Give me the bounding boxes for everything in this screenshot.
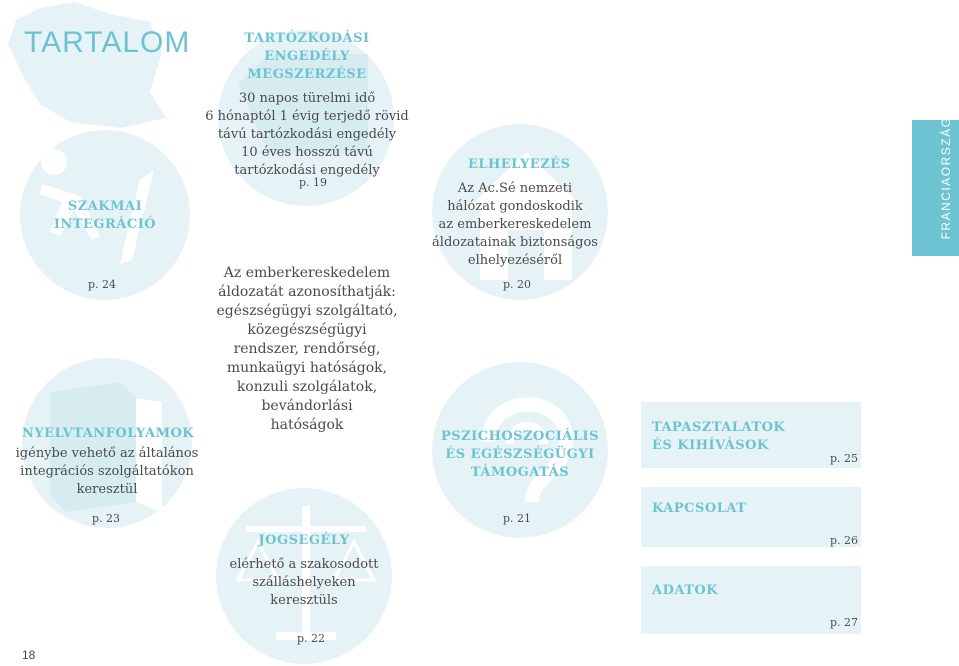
legal-heading: JOGSEGÉLY (258, 533, 350, 548)
data-box[interactable] (641, 566, 861, 634)
legal-body: elérhető a szakosodott szálláshelyeken keresztüls (229, 557, 379, 608)
language-body: igénybe vehető az általános integrációs szolgáltatókon keresztül (15, 446, 199, 497)
data-heading: ADATOK (652, 583, 719, 598)
experiences-heading: TAPASZTALATOK ÉS KIHÍVÁSOK (652, 420, 786, 453)
placement-page-ref[interactable]: p. 20 (503, 278, 532, 291)
country-tab-label: FRANCIAORSZÁG (938, 116, 953, 240)
residence-body: 30 napos türelmi idő 6 hónaptól 1 évig terjedő rövid távú tartózkodási engedély 10 éves hosszú távú tartózkodási engedély (205, 91, 409, 178)
integration-page-ref[interactable]: p. 24 (88, 278, 117, 291)
page-title: TARTALOM (24, 26, 191, 59)
psychosocial-page-ref[interactable]: p. 21 (503, 512, 532, 525)
data-page-ref[interactable]: p. 27 (830, 616, 859, 629)
psychosocial-heading: PSZICHOSZOCIÁLIS ÉS EGÉSZSÉGÜGYI TÁMOGATÁS (440, 429, 599, 480)
contact-page-ref[interactable]: p. 26 (830, 534, 859, 547)
placement-body: Az Ac.Sé nemzeti hálózat gondoskodik az emberkereskedelem áldozatainak biztonságos elhelyezéséről (432, 181, 598, 268)
france-map-icon (0, 0, 200, 130)
language-heading: NYELVTANFOLYAMOK (22, 426, 195, 441)
residence-page-ref[interactable]: p. 19 (299, 176, 328, 189)
experiences-page-ref[interactable]: p. 25 (830, 452, 859, 465)
language-page-ref[interactable]: p. 23 (92, 512, 121, 525)
identification-body: Az emberkereskedelem áldozatát azonosíthatják: egészségügyi szolgáltató, közegészségügyi rendszer, rendőrség, munkaügyi hatóságok, konzuli szolgálatok, bevándorlási hatóságok (216, 265, 398, 433)
page-number: 18 (22, 648, 36, 662)
placement-heading: ELHELYEZÉS (468, 157, 571, 172)
residence-heading: TARTÓZKODÁSI ENGEDÉLY MEGSZERZÉSE (244, 31, 370, 82)
contact-heading: KAPCSOLAT (652, 501, 747, 516)
integration-heading: SZAKMAI INTEGRÁCIÓ (53, 199, 157, 232)
country-tab[interactable] (912, 116, 959, 256)
legal-page-ref[interactable]: p. 22 (297, 632, 326, 645)
